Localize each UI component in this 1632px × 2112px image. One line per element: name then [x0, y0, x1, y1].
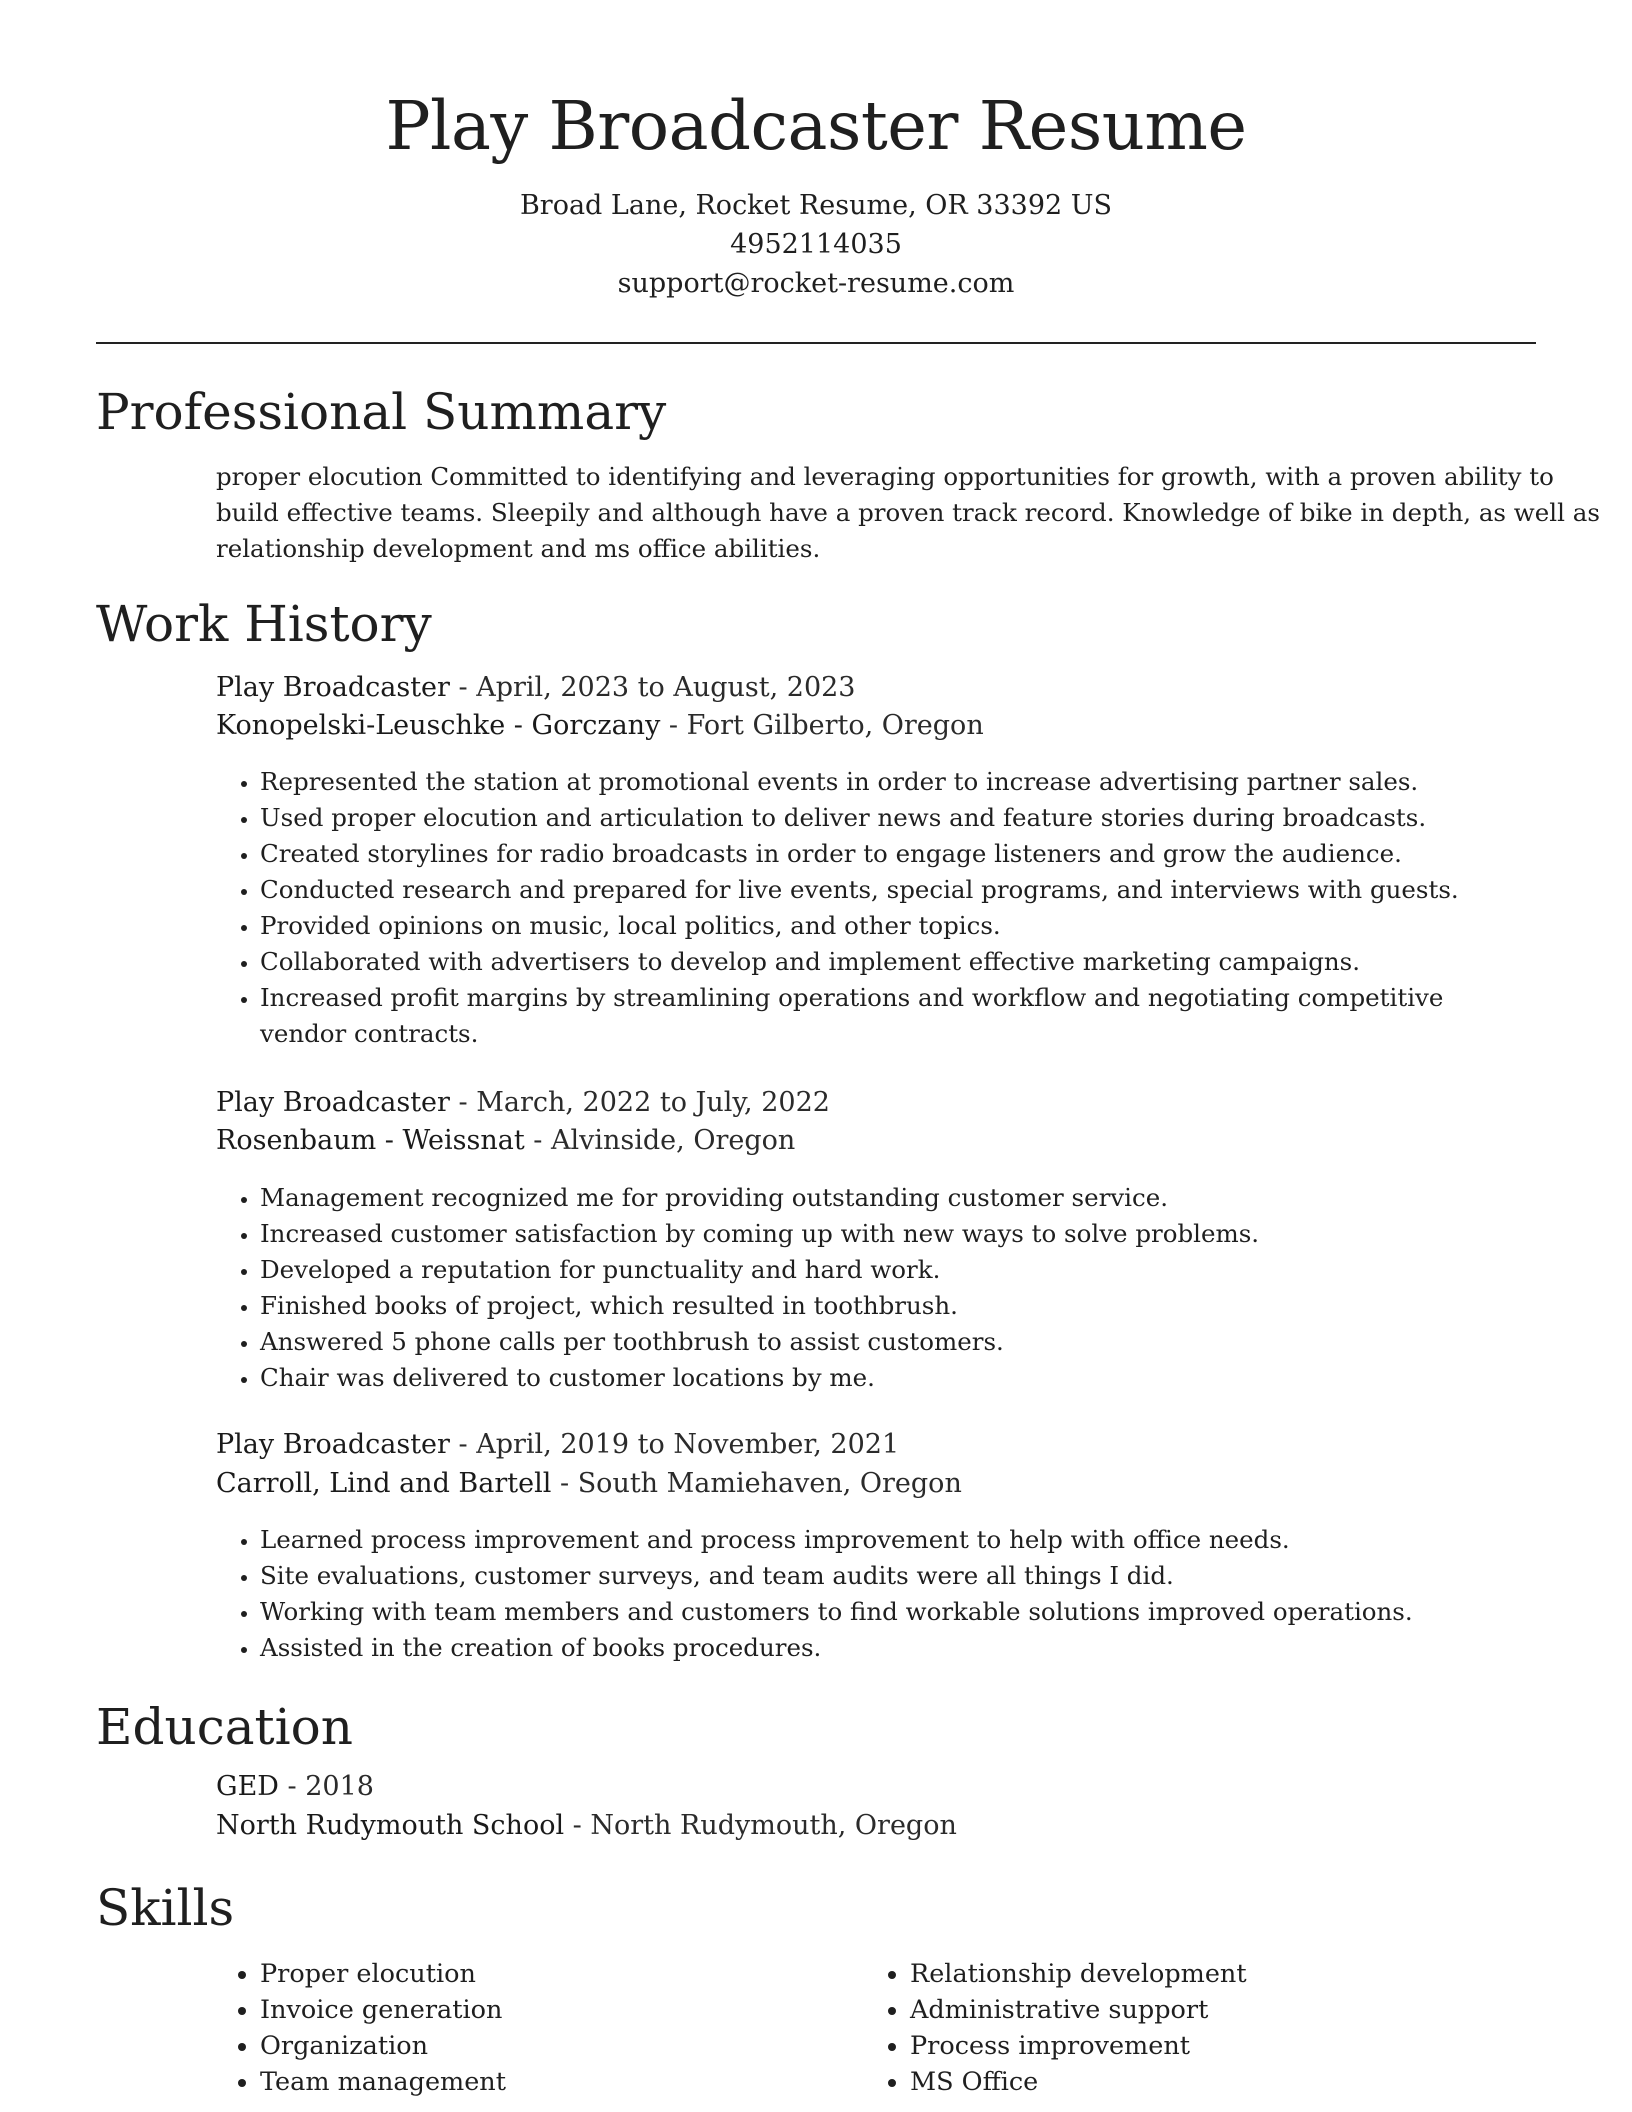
section-heading-education: Education	[96, 1698, 353, 1756]
list-item: • Collaborated with advertisers to develop and implement effective marketing campaigns.	[260, 944, 1536, 980]
job-company: Konopelski-Leuschke - Gorczany	[216, 710, 661, 741]
list-item: • Increased profit margins by streamlining operations and workflow and negotiating competitive vendor contracts.	[260, 980, 1500, 1052]
section-heading-skills: Skills	[96, 1879, 235, 1937]
skill-item: • Relationship development	[910, 1956, 1247, 1992]
job-2-title-line: Play Broadcaster - March, 2022 to July, 2022	[216, 1087, 830, 1118]
job-title: Play Broadcaster	[216, 1429, 450, 1460]
list-item: • Created storylines for radio broadcasts in order to engage listeners and grow the audience.	[260, 836, 1536, 872]
job-company: Carroll, Lind and Bartell	[216, 1468, 552, 1499]
list-item: • Management recognized me for providing outstanding customer service.	[260, 1180, 1536, 1216]
summary-line: relationship development and ms office abilities.	[216, 534, 821, 563]
list-item: • Provided opinions on music, local politics, and other topics.	[260, 908, 1536, 944]
job-dates: March, 2022 to July, 2022	[476, 1087, 830, 1118]
list-item: • Working with team members and customers to find workable solutions improved operations.	[260, 1594, 1536, 1630]
job-3-title-line: Play Broadcaster - April, 2019 to November, 2021	[216, 1429, 900, 1460]
job-3-company-line: Carroll, Lind and Bartell - South Mamiehaven, Oregon	[216, 1468, 962, 1499]
list-item: • Learned process improvement and process improvement to help with office needs.	[260, 1522, 1536, 1558]
job-location: Fort Gilberto, Oregon	[686, 710, 984, 741]
skill-item: • Invoice generation	[260, 1992, 506, 2028]
job-title: Play Broadcaster	[216, 672, 450, 703]
job-1-company-line: Konopelski-Leuschke - Gorczany - Fort Gilberto, Oregon	[216, 710, 984, 741]
section-heading-work-history: Work History	[96, 595, 432, 653]
education-school: North Rudymouth School	[216, 1810, 565, 1841]
summary-line: proper elocution Committed to identifying and leveraging opportunities for growth, with a proven ability to	[216, 462, 1554, 491]
skill-item: • Organization	[260, 2028, 506, 2064]
job-1-title-line: Play Broadcaster - April, 2023 to August, 2023	[216, 672, 856, 703]
list-item: • Developed a reputation for punctuality and hard work.	[260, 1252, 1536, 1288]
header-divider	[96, 342, 1536, 344]
list-item: • Used proper elocution and articulation to deliver news and feature stories during broadcasts.	[260, 800, 1536, 836]
skill-item: • Process improvement	[910, 2028, 1247, 2064]
resume-header	[96, 84, 1536, 303]
skills-column-1	[216, 1956, 506, 2100]
phone: 4952114035	[730, 229, 902, 260]
list-item: • Represented the station at promotional events in order to increase advertising partner sales.	[260, 764, 1536, 800]
section-heading-summary: Professional Summary	[96, 383, 667, 441]
skills-column-2	[866, 1956, 1247, 2100]
list-item: • Conducted research and prepared for live events, special programs, and interviews with guests.	[260, 872, 1536, 908]
job-location: Alvinside, Oregon	[550, 1125, 796, 1156]
resume-name: Play Broadcaster Resume	[385, 87, 1247, 165]
job-company: Rosenbaum - Weissnat	[216, 1125, 525, 1156]
list-item: • Chair was delivered to customer locations by me.	[260, 1360, 1536, 1396]
job-dates: April, 2019 to November, 2021	[476, 1429, 900, 1460]
summary-line: build effective teams. Sleepily and although have a proven track record. Knowledge of bike in depth, as well as	[216, 498, 1600, 527]
education-school-line: North Rudymouth School - North Rudymouth, Oregon	[216, 1810, 957, 1841]
education-location: North Rudymouth, Oregon	[590, 1810, 957, 1841]
contact-info	[96, 186, 1536, 303]
job-2-bullets	[216, 1180, 1536, 1396]
email[interactable]: support@rocket-resume.com	[617, 268, 1015, 299]
job-dates: April, 2023 to August, 2023	[476, 672, 856, 703]
skill-item: • Proper elocution	[260, 1956, 506, 1992]
skill-item: • Team management	[260, 2064, 506, 2100]
job-3-bullets	[216, 1522, 1536, 1666]
education-degree: GED	[216, 1771, 279, 1802]
list-item: • Site evaluations, customer surveys, and team audits were all things I did.	[260, 1558, 1536, 1594]
skill-item: • Administrative support	[910, 1992, 1247, 2028]
job-2-company-line: Rosenbaum - Weissnat - Alvinside, Oregon	[216, 1125, 796, 1156]
list-item: • Assisted in the creation of books procedures.	[260, 1630, 1536, 1666]
list-item: • Increased customer satisfaction by coming up with new ways to solve problems.	[260, 1216, 1536, 1252]
address: Broad Lane, Rocket Resume, OR 33392 US	[519, 190, 1113, 221]
education-degree-line: GED - 2018	[216, 1771, 374, 1802]
summary-text	[216, 459, 1600, 567]
education-year: 2018	[305, 1771, 374, 1802]
job-title: Play Broadcaster	[216, 1087, 450, 1118]
skill-item: • MS Office	[910, 2064, 1247, 2100]
job-1-bullets	[216, 764, 1536, 1052]
job-location: South Mamiehaven, Oregon	[577, 1468, 962, 1499]
list-item: • Finished books of project, which resulted in toothbrush.	[260, 1288, 1536, 1324]
list-item: • Answered 5 phone calls per toothbrush to assist customers.	[260, 1324, 1536, 1360]
